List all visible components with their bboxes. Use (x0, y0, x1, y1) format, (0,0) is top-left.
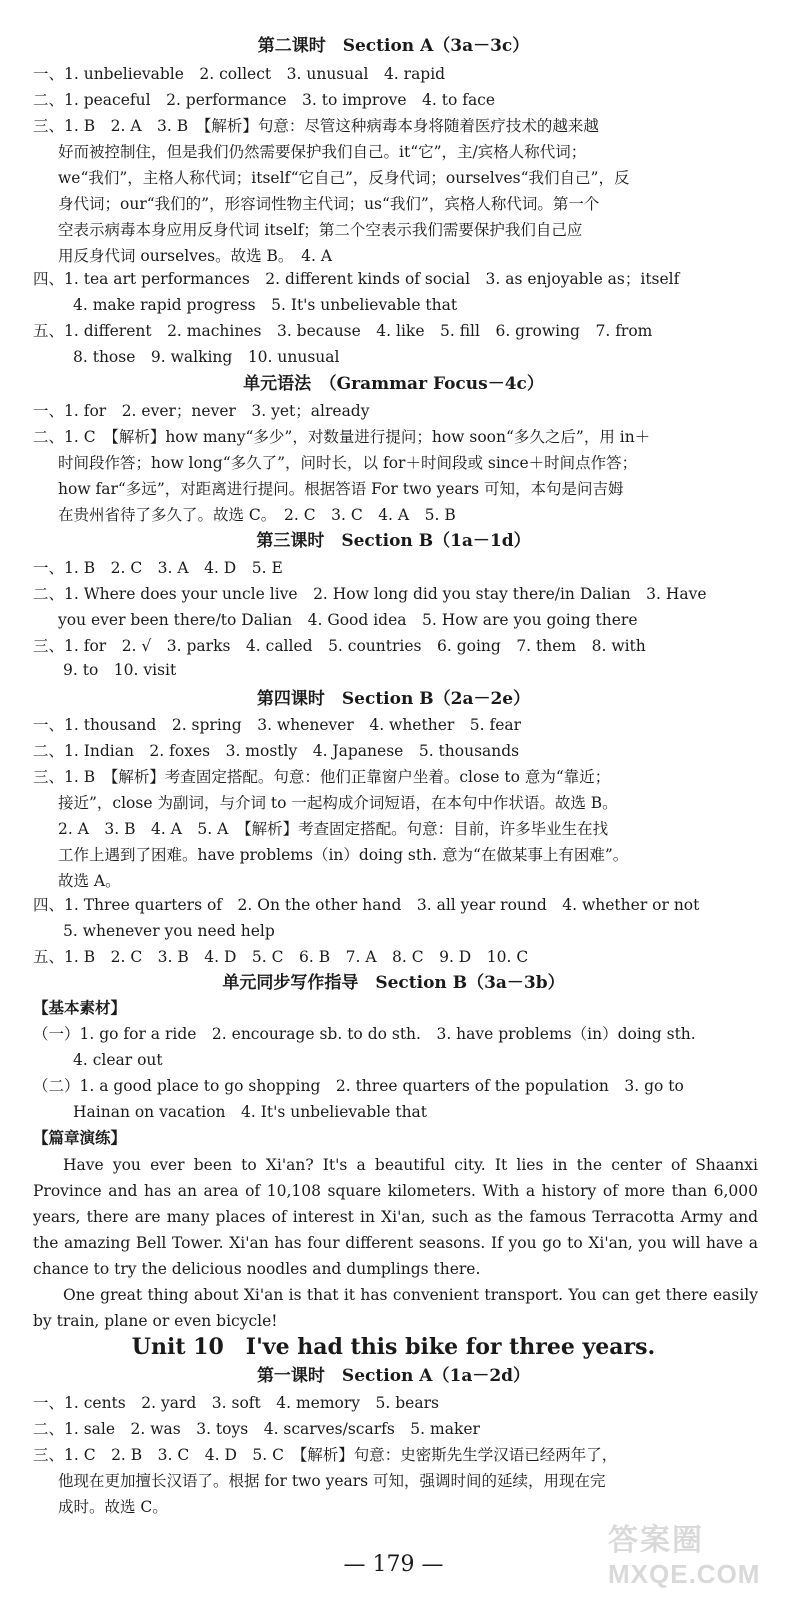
answer-line: 他现在更加擅长汉语了。根据 for two years 可知，强调时间的延续，用现在完 (58, 1472, 606, 1490)
section-heading-writing: 单元同步写作指导 Section B（3a－3b） (222, 973, 565, 993)
answer-line: 一、1. B 2. C 3. A 4. D 5. E (33, 559, 283, 577)
section-heading-lesson4: 第四课时 Section B（2a－2e） (256, 689, 531, 709)
answer-line: 一、1. cents 2. yard 3. soft 4. memory 5. bears (33, 1394, 439, 1412)
subsection-label: 【篇章演练】 (33, 1128, 127, 1147)
answer-line: 2. A 3. B 4. A 5. A 【解析】考查固定搭配。句意：目前，许多毕业生在找 (58, 820, 609, 838)
answer-line: 一、1. thousand 2. spring 3. whenever 4. whether 5. fear (33, 716, 522, 734)
answer-line: 故选 A。 (58, 872, 121, 890)
watermark-text: 答案圈 (608, 1523, 704, 1558)
answer-line: 成时。故选 C。 (58, 1498, 168, 1516)
answer-line: 一、1. unbelievable 2. collect 3. unusual 4. rapid (33, 65, 446, 83)
essay-paragraph: One great thing about Xi'an is that it has convenient transport. You can get there easily by train, plane or even bicycle! (33, 1286, 758, 1330)
answer-line: 工作上遇到了困难。have problems（in）doing sth. 意为“在做某事上有困难”。 (58, 846, 629, 864)
answer-line: 用反身代词 ourselves。故选 B。 4. A (58, 247, 333, 265)
section-heading-unit10-lesson1: 第一课时 Section A（1a－2d） (256, 1366, 531, 1386)
answer-line: （二）1. a good place to go shopping 2. three quarters of the population 3. go to (33, 1077, 684, 1095)
answer-line: 8. those 9. walking 10. unusual (73, 348, 340, 366)
answer-line: you ever been there/to Dalian 4. Good idea 5. How are you going there (58, 611, 638, 629)
answer-line: 接近”，close 为副词，与介词 to 一起构成介词短语，在本句中作状语。故选 B。 (58, 794, 618, 812)
answer-line: we“我们”，主格人称代词；itself“它自己”，反身代词；ourselves“我们自己”，反 (58, 169, 630, 187)
section-heading-grammar: 单元语法 （Grammar Focus－4c） (243, 374, 544, 394)
answer-line: 5. whenever you need help (63, 922, 275, 940)
answer-line: 二、1. Where does your uncle live 2. How long did you stay there/in Dalian 3. Have (33, 585, 707, 603)
answer-line: 四、1. tea art performances 2. different kinds of social 3. as enjoyable as；itself (33, 270, 680, 288)
watermark-logo (608, 1515, 778, 1595)
answer-line: Hainan on vacation 4. It's unbelievable that (73, 1103, 428, 1121)
answer-line: 时间段作答；how long“多久了”，问时长，以 for＋时间段或 since＋时间点作答； (58, 454, 638, 472)
page-number: — 179 — (343, 1552, 444, 1577)
answer-line: 4. make rapid progress 5. It's unbelievable that (73, 296, 458, 314)
answer-line: 9. to 10. visit (63, 661, 177, 679)
answer-line: 二、1. Indian 2. foxes 3. mostly 4. Japanese 5. thousands (33, 742, 520, 760)
answer-line: （一）1. go for a ride 2. encourage sb. to do sth. 3. have problems（in）doing sth. (33, 1025, 696, 1043)
essay-paragraph: Have you ever been to Xi'an? It's a beautiful city. It lies in the center of Shaanxi Province and has an area of 10,108 square kilometers. With a history of more than 6,000 years, there are many places of interest in Xi'an, such as the famous Terracotta Army and the amazing Bell Tower. Xi'an has four different seasons. If you go to Xi'an, you will have a chance to try the delicious noodles and dumplings there. (33, 1156, 758, 1278)
answer-line: 三、1. B 【解析】考查固定搭配。句意：他们正靠窗户坐着。close to 意为“靠近； (33, 768, 611, 786)
section-heading-lesson2: 第二课时 Section A（3a－3c） (257, 36, 530, 56)
answer-line: 空表示病毒本身应用反身代词 itself；第二个空表示我们需要保护我们自己应 (58, 221, 583, 239)
answer-line: 4. clear out (73, 1051, 163, 1069)
answer-line: 三、1. for 2. √ 3. parks 4. called 5. countries 6. going 7. them 8. with (33, 637, 646, 655)
answer-line: 好而被控制住，但是我们仍然需要保护我们自己。it“它”，主/宾格人称代词； (58, 143, 587, 161)
answer-line: 身代词；our“我们的”，形容词性物主代词；us“我们”，宾格人称代词。第一个 (58, 195, 600, 213)
answer-line: how far“多远”，对距离进行提问。根据答语 For two years 可知，本句是问吉姆 (58, 480, 624, 498)
answer-line: 五、1. B 2. C 3. B 4. D 5. C 6. B 7. A 8. C 9. D 10. C (33, 948, 529, 966)
answer-line: 二、1. C 【解析】how many“多少”，对数量进行提问；how soon“多久之后”，用 in＋ (33, 428, 651, 446)
answer-line: 三、1. C 2. B 3. C 4. D 5. C 【解析】句意：史密斯先生学汉语已经两年了， (33, 1446, 618, 1464)
watermark-url: MXQE.COM (608, 1559, 761, 1589)
model-essay (33, 1152, 758, 1334)
unit-title: Unit 10 I've had this bike for three years. (131, 1334, 656, 1360)
section-heading-lesson3: 第三课时 Section B（1a－1d） (256, 531, 531, 551)
answer-line: 二、1. sale 2. was 3. toys 4. scarves/scarfs 5. maker (33, 1420, 480, 1438)
answer-line: 三、1. B 2. A 3. B 【解析】句意：尽管这种病毒本身将随着医疗技术的越来越 (33, 117, 599, 135)
answer-line: 在贵州省待了多久了。故选 C。 2. C 3. C 4. A 5. B (58, 506, 456, 524)
answer-line: 一、1. for 2. ever；never 3. yet；already (33, 402, 370, 420)
answer-line: 四、1. Three quarters of 2. On the other hand 3. all year round 4. whether or not (33, 896, 700, 914)
answer-line: 二、1. peaceful 2. performance 3. to improve 4. to face (33, 91, 496, 109)
answer-line: 五、1. different 2. machines 3. because 4. like 5. fill 6. growing 7. from (33, 322, 653, 340)
subsection-label: 【基本素材】 (33, 998, 127, 1017)
